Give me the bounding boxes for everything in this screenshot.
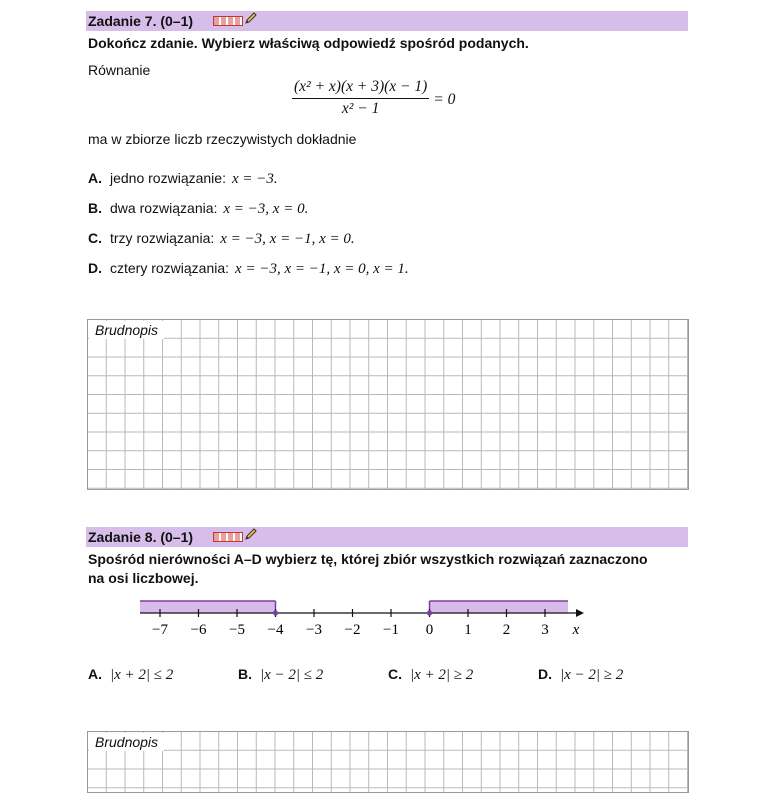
- scratch-label: Brudnopis: [89, 321, 164, 339]
- tick-label: −6: [190, 622, 207, 638]
- equation-denominator: x² − 1: [341, 100, 380, 117]
- option-letter: B.: [88, 200, 102, 216]
- scratch-grid-task-8[interactable]: [87, 731, 689, 793]
- task-8-instruction-line-2: na osi liczbowej.: [88, 570, 199, 586]
- task-7-statement: ma w zbiorze liczb rzeczywistych dokładnie: [88, 131, 357, 147]
- task-7-option-c[interactable]: [88, 230, 355, 248]
- option-letter: A.: [88, 666, 102, 682]
- option-math: x = −3.: [231, 171, 278, 187]
- option-letter: C.: [88, 230, 102, 246]
- option-text: trzy rozwiązania:: [110, 230, 215, 246]
- option-math: |x + 2| ≥ 2: [410, 667, 474, 683]
- points-badge-icon: [213, 532, 243, 542]
- tick-label: −7: [152, 622, 168, 638]
- option-text: jedno rozwiązanie:: [110, 170, 226, 186]
- option-math: x = −3, x = −1, x = 0.: [220, 231, 355, 247]
- shaded-region-right: [430, 601, 569, 613]
- tick-label: −5: [229, 622, 245, 638]
- option-math: |x − 2| ≤ 2: [260, 667, 324, 683]
- points-badge-icon: [213, 16, 243, 26]
- task-7-option-a[interactable]: [88, 170, 278, 188]
- option-letter: D.: [538, 666, 552, 682]
- option-math: |x + 2| ≤ 2: [110, 667, 174, 683]
- number-line-arrow-icon: [576, 609, 584, 617]
- tick-label: 2: [502, 622, 511, 638]
- task-7-option-d[interactable]: [88, 260, 409, 278]
- tick-label: 1: [464, 622, 472, 638]
- option-letter: D.: [88, 260, 102, 276]
- option-math: x = −3, x = −1, x = 0, x = 1.: [235, 261, 409, 277]
- task-8-option-b[interactable]: [238, 666, 323, 684]
- tick-label: −4: [267, 622, 284, 638]
- option-math: x = −3, x = 0.: [223, 201, 309, 217]
- task-8-instruction-line-1: Spośród nierówności A–D wybierz tę, której zbiór wszystkich rozwiązań zaznaczono: [88, 551, 648, 567]
- tick-label: −2: [344, 622, 361, 638]
- task-7-title: Zadanie 7. (0–1): [88, 13, 194, 29]
- tick-label: 3: [541, 622, 549, 638]
- equation-label: Równanie: [88, 62, 151, 78]
- pencil-icon: [244, 527, 258, 541]
- endpoint-dot: [427, 610, 432, 615]
- option-text: cztery rozwiązania:: [110, 260, 230, 276]
- endpoint-dot: [273, 610, 278, 615]
- task-8-header: [86, 527, 688, 547]
- option-letter: B.: [238, 666, 252, 682]
- axis-label: x: [572, 622, 580, 638]
- number-line: [140, 594, 590, 644]
- option-letter: C.: [388, 666, 402, 682]
- equation-rhs: = 0: [433, 91, 456, 108]
- task-7-instruction: Dokończ zdanie. Wybierz właściwą odpowiedź spośród podanych.: [88, 35, 529, 51]
- equation-numerator: (x² + x)(x + 3)(x − 1): [292, 78, 429, 99]
- task-8-options: [88, 666, 688, 686]
- scratch-grid-task-7[interactable]: [87, 319, 689, 490]
- tick-label: 0: [425, 622, 434, 638]
- task-8-option-a[interactable]: [88, 666, 173, 684]
- task-7-header: [86, 11, 688, 31]
- option-math: |x − 2| ≥ 2: [560, 667, 624, 683]
- equation: [292, 78, 455, 118]
- pencil-icon: [244, 11, 258, 25]
- task-7-option-b[interactable]: [88, 200, 308, 218]
- option-letter: A.: [88, 170, 102, 186]
- option-text: dwa rozwiązania:: [110, 200, 218, 216]
- task-8-option-d[interactable]: [538, 666, 623, 684]
- task-8-title: Zadanie 8. (0–1): [88, 529, 194, 545]
- tick-label: −3: [306, 622, 322, 638]
- tick-label: −1: [383, 622, 399, 638]
- task-8-option-c[interactable]: [388, 666, 473, 684]
- scratch-label: Brudnopis: [89, 733, 164, 751]
